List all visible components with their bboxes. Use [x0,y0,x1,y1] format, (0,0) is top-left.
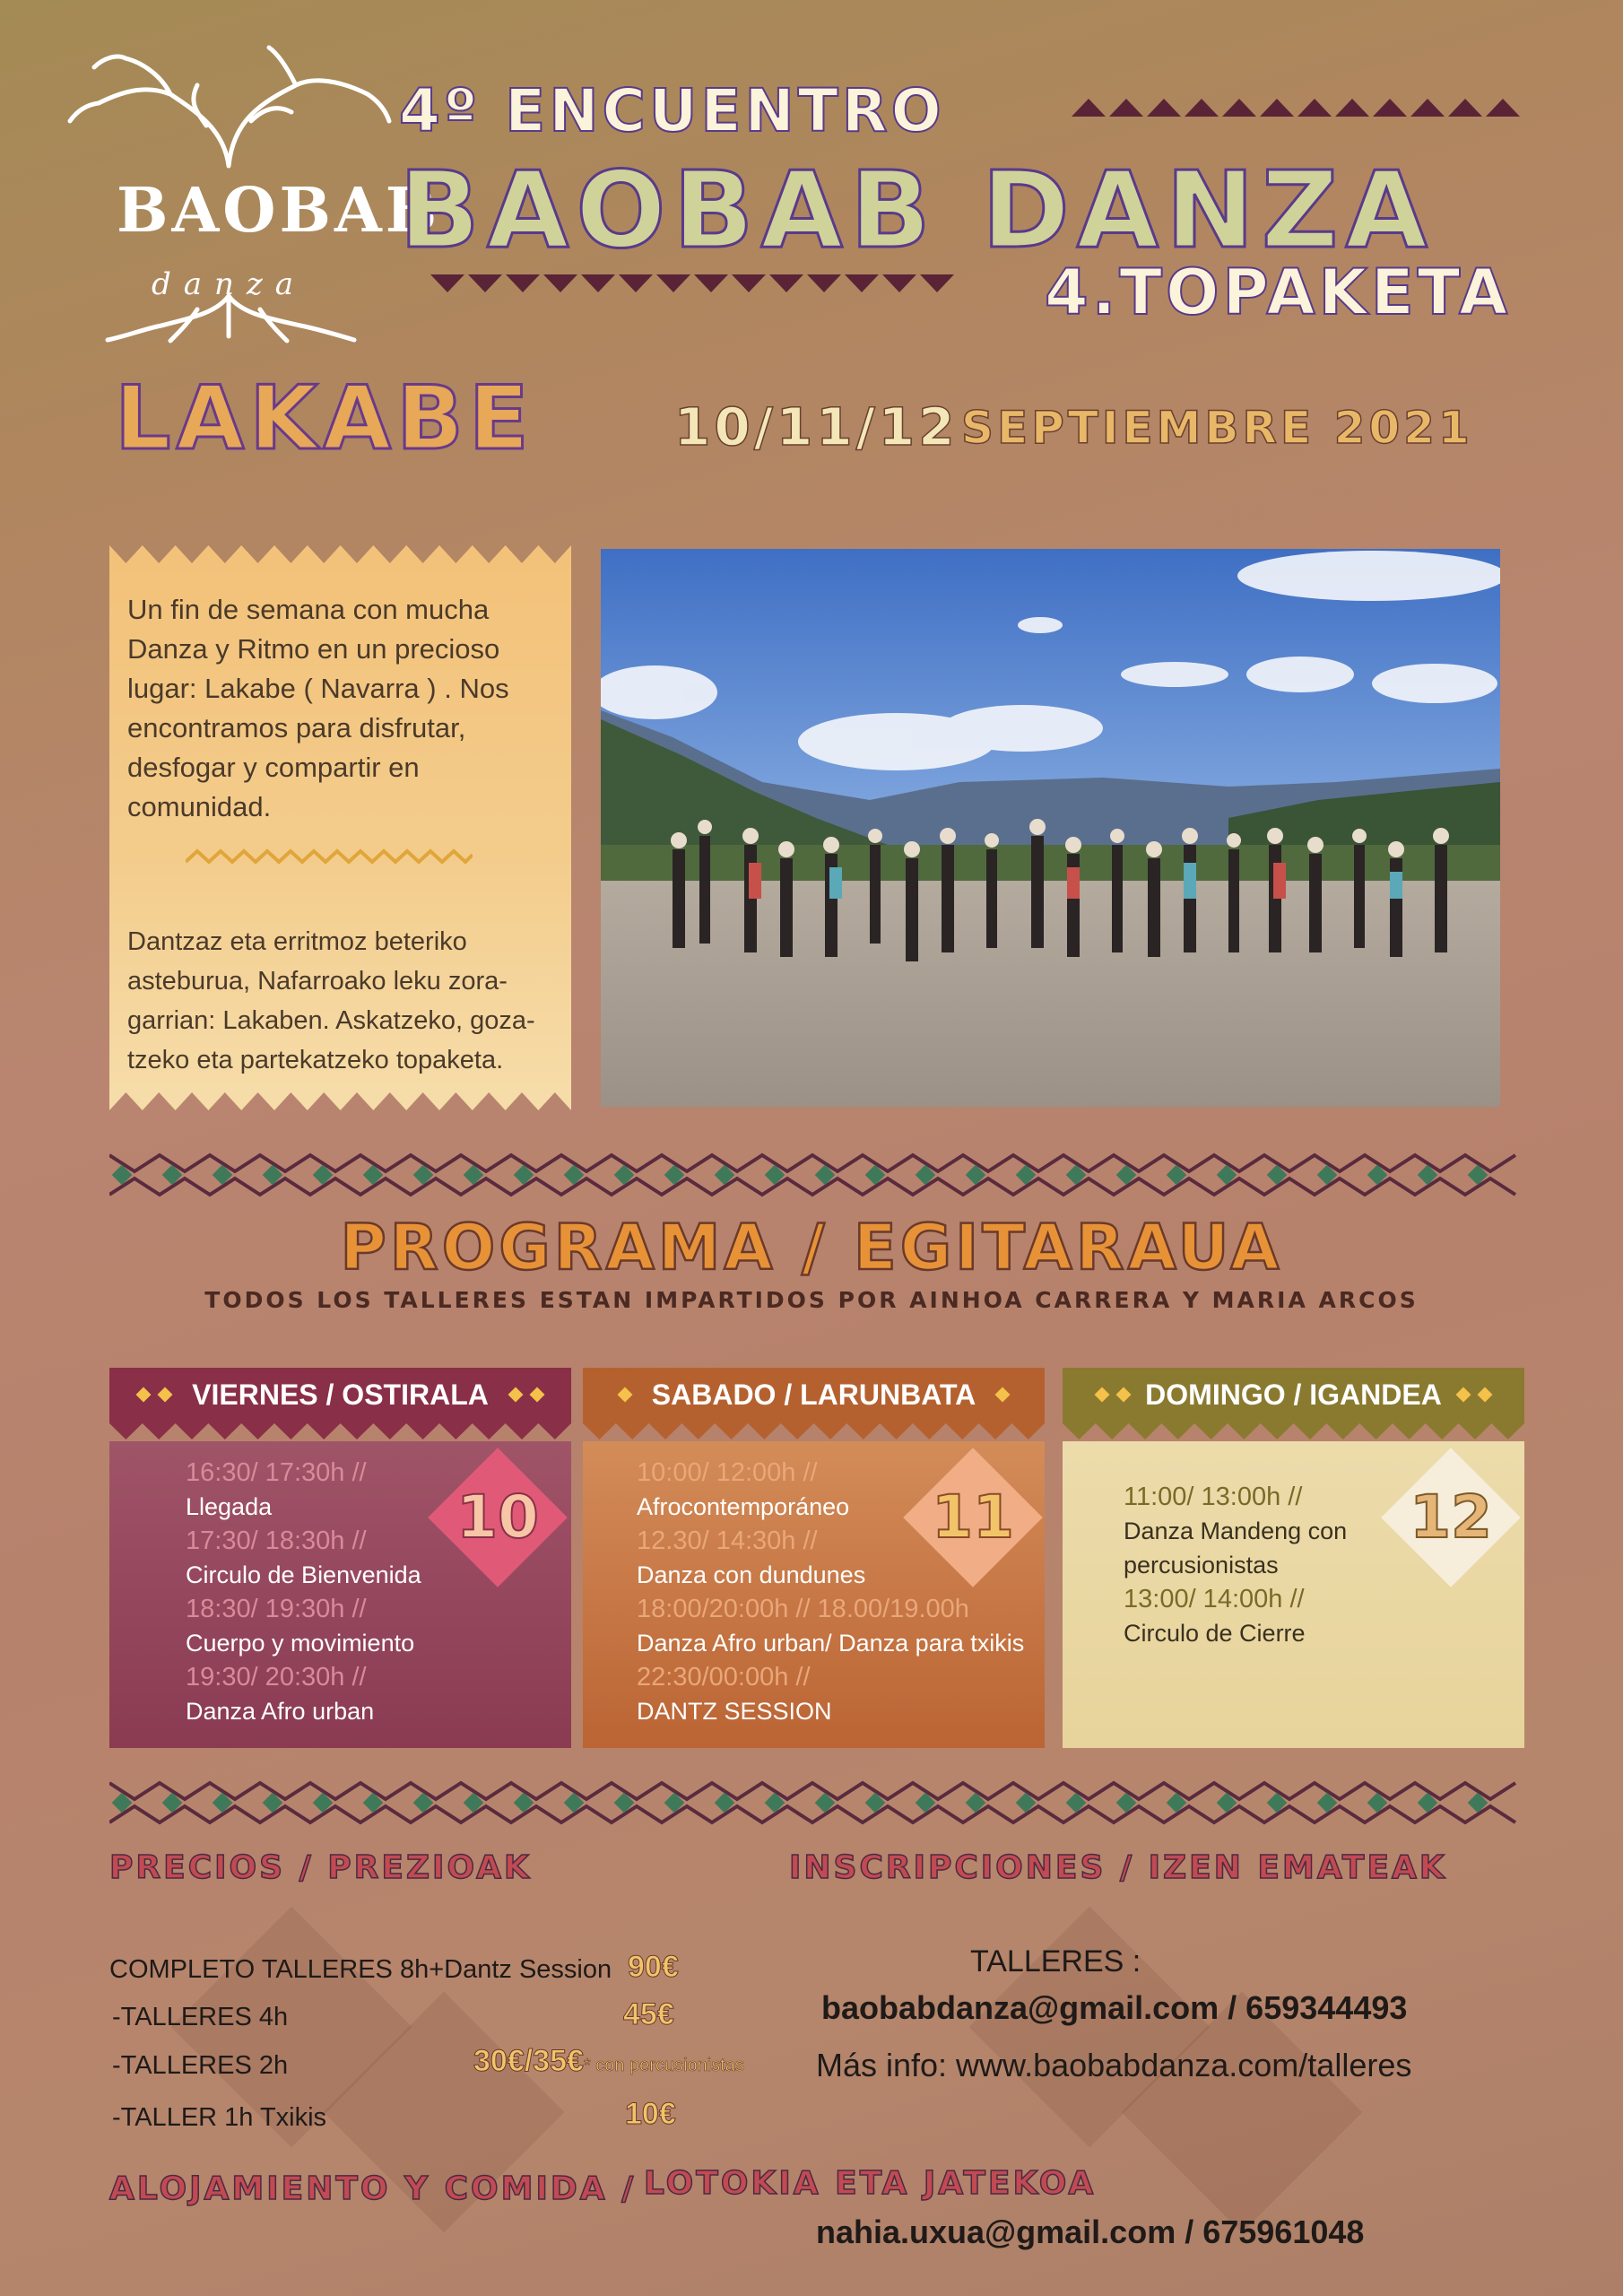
inscriptions-title: INSCRIPCIONES / IZEN EMATEAK [789,1849,1447,1886]
triangle-ornament [1222,99,1256,117]
triangle-ornament [1410,99,1445,117]
diamond-icon [995,1387,1011,1403]
triangle-ornament [694,274,728,292]
price-label: -TALLER 1h Txikis [112,2103,327,2132]
tribal-border-bottom [109,1776,1517,1830]
schedule-time: 16:30/ 17:30h // [186,1458,367,1487]
schedule-activity: Danza con dundunes [637,1561,866,1588]
triangle-ornament [1486,99,1520,117]
diamond-icon [1477,1387,1492,1403]
price-value-text: 30€/35€ [473,2044,584,2078]
prices-title: PRECIOS / PREZIOAK [109,1849,532,1886]
schedule-activity: Danza Mandeng con percusionistas [1124,1518,1348,1578]
diamond-icon [529,1387,544,1403]
price-label: -TALLERES 2h [112,2051,289,2080]
accommodation-contact[interactable]: nahia.uxua@gmail.com / 675961048 [816,2213,1365,2250]
intro-box [109,545,571,1110]
baobab-logo [63,40,441,345]
logo-wordmark: BAOBAB [117,175,441,247]
intro-panel [109,563,571,1092]
triangle-ornament [1260,99,1294,117]
more-info-link[interactable]: Más info: www.baobabdanza.com/talleres [816,2047,1412,2083]
triangle-ornament [769,274,803,292]
price-value: 10€ [625,2097,676,2131]
intro-text-es: Un fin de semana con mucha Danza y Ritmo en un precioso lugar: Lakabe ( Navarra ) . Nos encontramos para disfrutar, desfogar y compartir en comunidad. [127,594,509,822]
accommodation-title-es: ALOJAMIENTO Y COMIDA / [109,2170,637,2207]
tribal-border-top [109,1148,1517,1202]
schedule-time: 18:30/ 19:30h // [186,1595,367,1623]
schedule-list [1124,1480,1384,1650]
price-note: * con percusionistas [583,2056,744,2075]
location-title: LAKABE [115,368,534,470]
price-value: 45€ [623,1997,674,2031]
triangle-ornament [807,274,841,292]
event-title: BAOBAB DANZA [399,148,1435,272]
schedule-activity: Afrocontemporáneo [637,1493,850,1520]
schedule-activity: Circulo de Bienvenida [186,1561,421,1588]
talleres-label: TALLERES : [970,1944,1141,1979]
accommodation-title-eu: LOTOKIA ETA JATEKOA [644,2165,1097,2202]
schedule-activity: Circulo de Cierre [1124,1620,1306,1647]
day-header [583,1368,1045,1422]
logo-subtitle: danza [151,266,307,302]
triangle-ornament [543,274,577,292]
day-header [109,1368,571,1422]
wave-divider [186,846,473,867]
diamond-icon [1455,1387,1471,1403]
schedule-activity: Danza Afro urban [186,1698,375,1725]
schedule-time: 11:00/ 13:00h // [1124,1483,1303,1511]
triangle-ornament [1147,99,1181,117]
program-subtitle: TODOS LOS TALLERES ESTAN IMPARTIDOS POR AINHOA CARRERA Y MARIA ARCOS [204,1287,1419,1313]
schedule-time: 12.30/ 14:30h // [637,1526,818,1555]
zigzag-bottom-edge [109,1091,571,1110]
day-card-friday [109,1368,571,1746]
triangle-ornament [468,274,502,292]
schedule-list [186,1456,421,1728]
zigzag-edge [1063,1420,1524,1441]
schedule-time: 13:00/ 14:00h // [1124,1585,1305,1613]
triangle-border-top [1072,99,1523,117]
talleres-contact[interactable]: baobabdanza@gmail.com / 659344493 [821,1989,1408,2026]
triangle-ornament [1185,99,1219,117]
zigzag-top-edge [109,545,571,565]
program-title: PROGRAMA / EGITARAUA [340,1211,1283,1284]
triangle-ornament [845,274,879,292]
day-card-sunday [1063,1368,1524,1746]
diamond-icon [1095,1387,1110,1403]
triangle-ornament [920,274,954,292]
price-value [473,2044,744,2079]
zigzag-edge [109,1420,571,1441]
triangle-ornament [1072,99,1106,117]
triangle-ornament [1335,99,1369,117]
schedule-activity: DANTZ SESSION [637,1698,832,1725]
schedule-time: 10:00/ 12:00h // [637,1458,818,1487]
schedule-time: 19:30/ 20:30h // [186,1663,367,1692]
event-month-year: SEPTIEMBRE 2021 [961,402,1473,454]
day-label: DOMINGO / IGANDEA [1145,1378,1442,1411]
day-header [1063,1368,1524,1422]
schedule-activity: Llegada [186,1493,273,1520]
price-label: -TALLERES 4h [112,2003,289,2031]
diamond-icon [158,1387,173,1403]
diamond-icon [1116,1387,1132,1403]
group-photo [601,549,1500,1107]
day-number: 10 [456,1483,539,1552]
schedule-time: 22:30/00:00h // [637,1663,811,1692]
schedule-time: 18:00/20:00h // 18.00/19.00h [637,1595,969,1623]
schedule-activity: Danza Afro urban/ Danza para txikis [637,1630,1025,1657]
triangle-ornament [430,274,464,292]
price-label: COMPLETO TALLERES 8h+Dantz Session [109,1955,612,1984]
zigzag-edge [583,1420,1045,1441]
triangle-ornament [1448,99,1482,117]
triangle-ornament [1373,99,1407,117]
diamond-icon [617,1387,632,1403]
triangle-ornament [619,274,653,292]
triangle-ornament [882,274,916,292]
triangle-ornament [1109,99,1143,117]
day-card-saturday [583,1368,1045,1746]
triangle-ornament [581,274,615,292]
diamond-icon [136,1387,152,1403]
triangle-ornament [506,274,540,292]
triangle-ornament [732,274,766,292]
event-subtitle-eu: 4.TOPAKETA [1045,256,1512,329]
day-label: SABADO / LARUNBATA [651,1378,976,1411]
triangle-ornament [656,274,690,292]
diamond-icon [508,1387,523,1403]
day-number: 11 [932,1483,1014,1552]
event-dates: 10/11/12 [674,396,959,457]
price-value: 90€ [628,1950,679,1984]
edition-label: 4º ENCUENTRO [399,76,945,145]
schedule-time: 17:30/ 18:30h // [186,1526,367,1555]
day-label: VIERNES / OSTIRALA [192,1378,489,1411]
day-number: 12 [1410,1483,1492,1552]
triangle-ornament [1298,99,1332,117]
intro-text-eu: Dantzaz eta erritmoz beteriko asteburua, Nafarroako leku zora-garrian: Lakaben. Askatzeko, goza-tzeko eta partekatzeko topaketa. [127,927,535,1074]
schedule-activity: Cuerpo y movimiento [186,1630,415,1657]
triangle-border-middle [430,274,958,292]
